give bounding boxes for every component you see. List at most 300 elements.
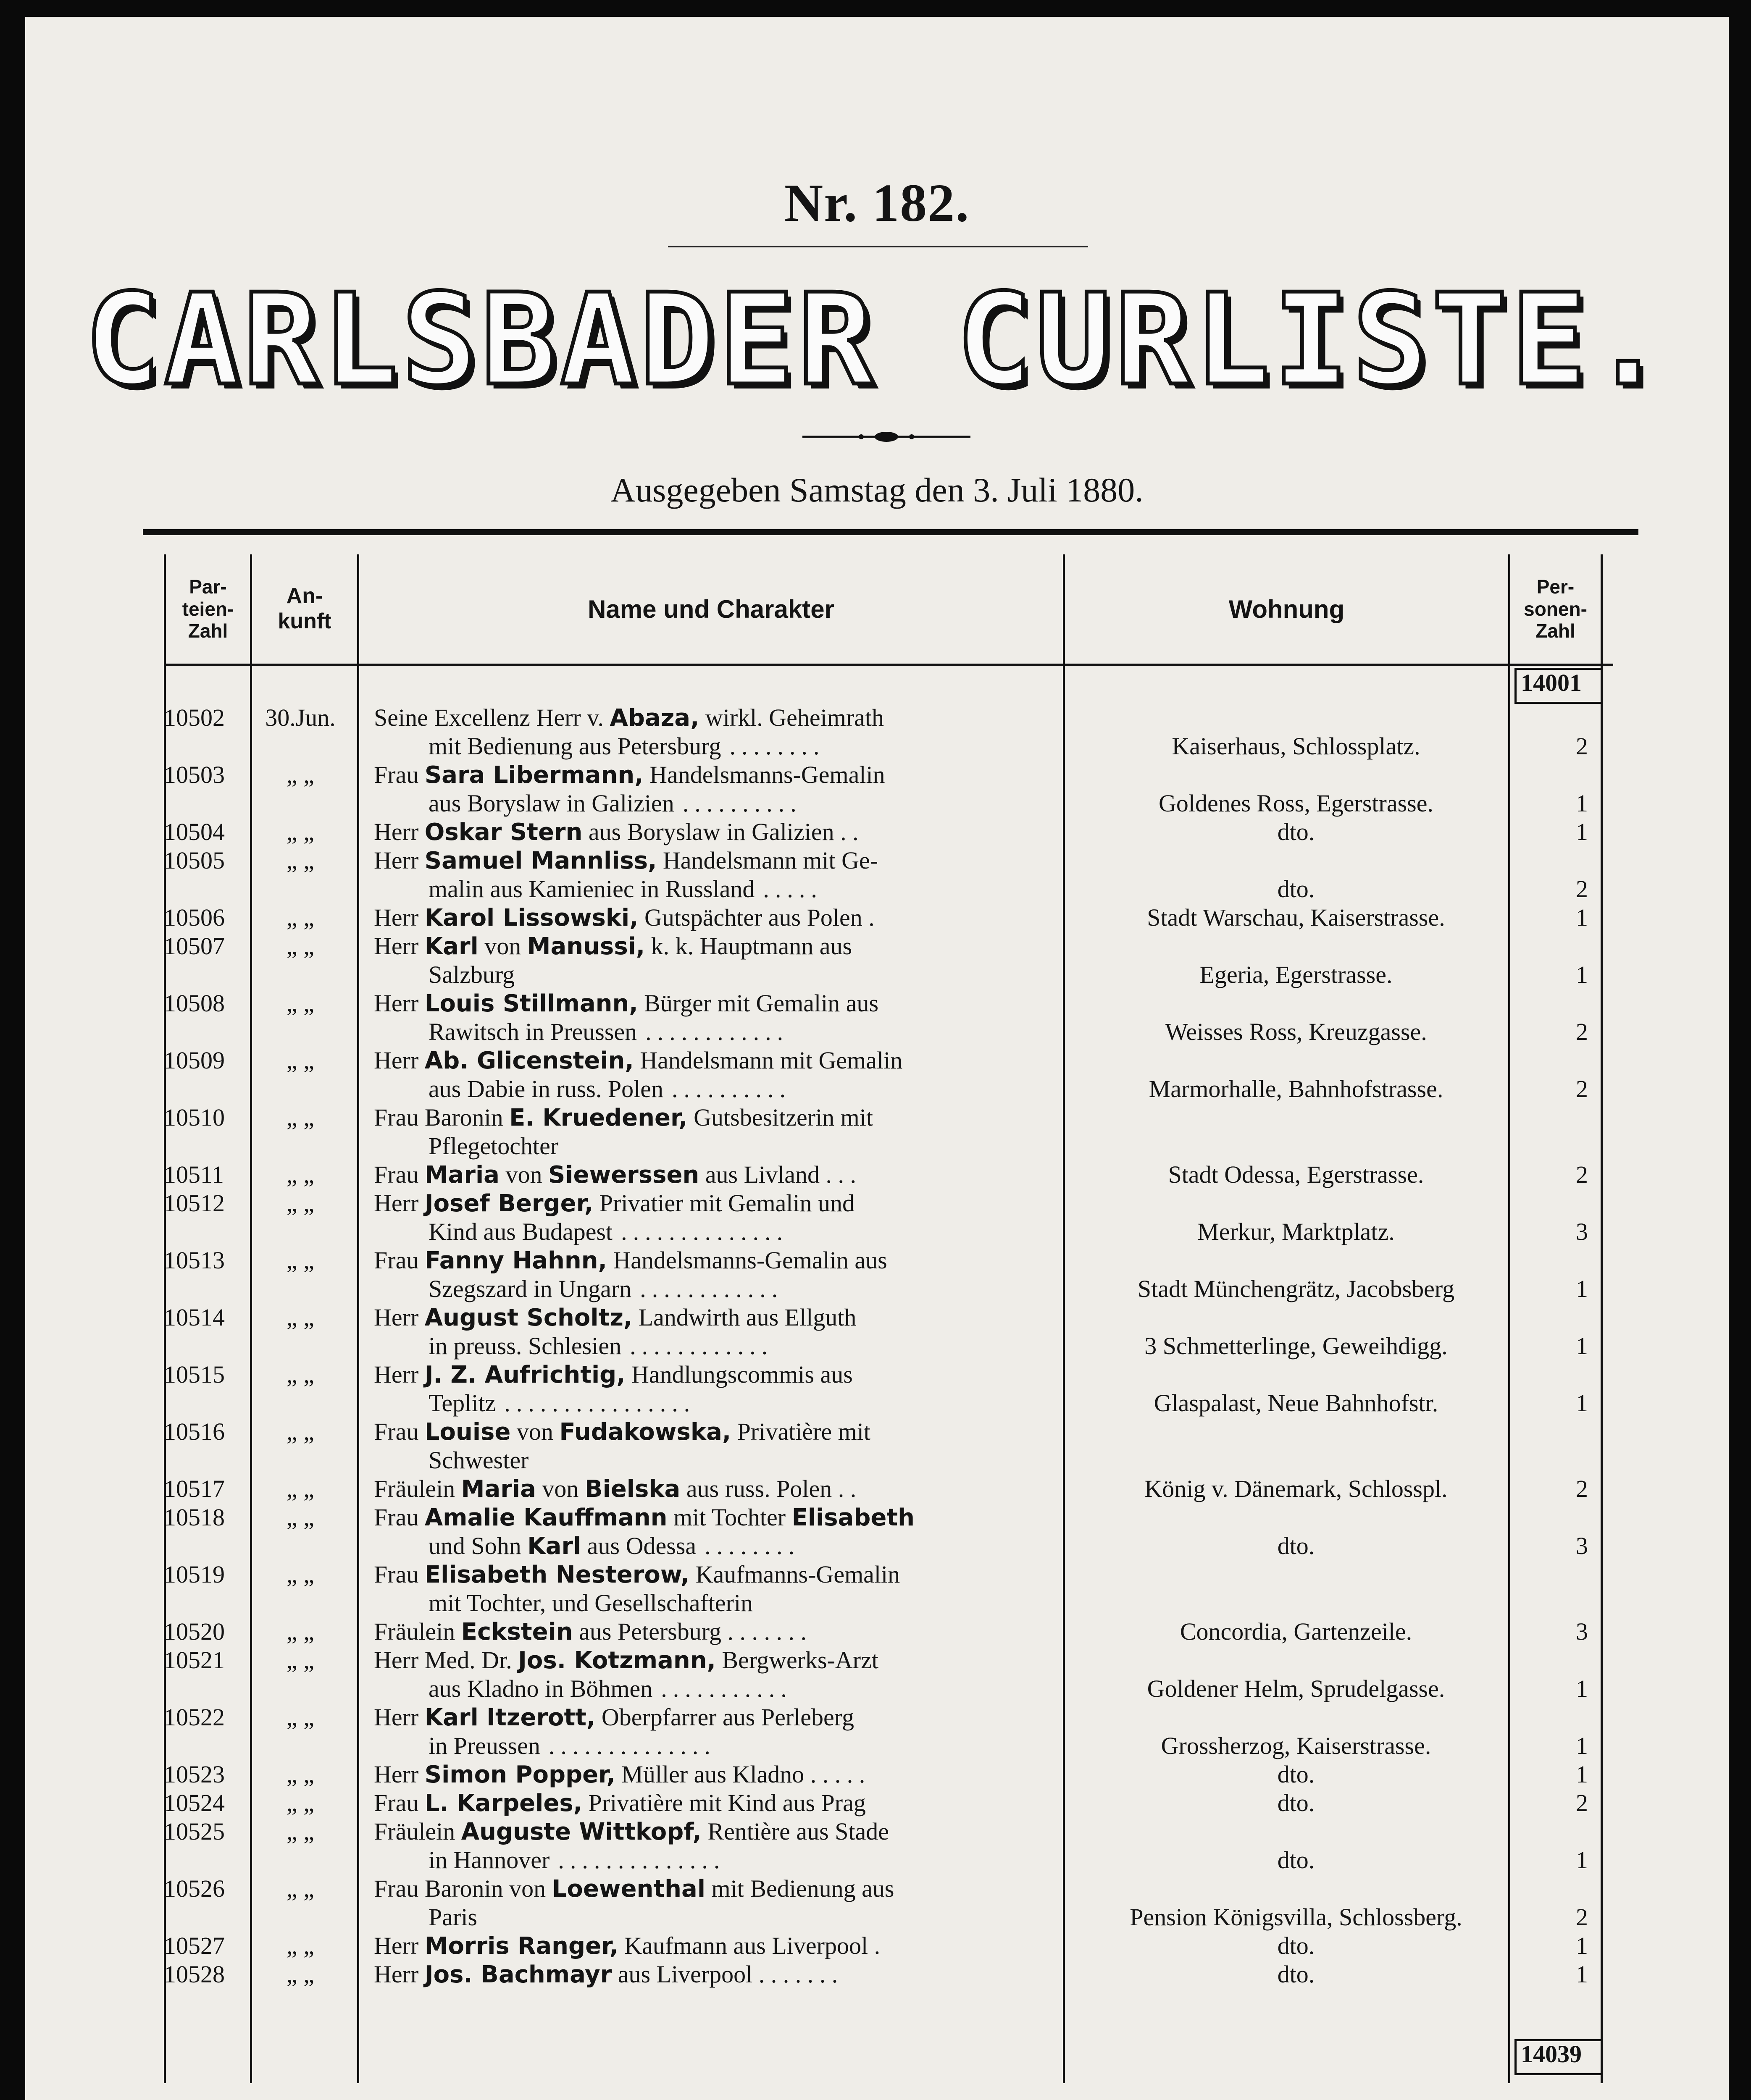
guest-text: Schwester (429, 1446, 529, 1474)
guest-text: Herr (374, 1361, 425, 1388)
guest-surname: Louise (424, 1418, 511, 1446)
guest-description-line (374, 1532, 1109, 1561)
arrival-date: „ „ (287, 1789, 314, 1816)
guest-text: von (510, 1418, 560, 1445)
dot-leader: .............. (621, 1218, 789, 1245)
lodging: 3 Schmetterlinge, Geweihdigg. (1144, 1332, 1448, 1360)
carry-in-count: 14001 (1521, 669, 1582, 696)
table-row (164, 1789, 1613, 1817)
arrival-date: „ „ (287, 847, 314, 874)
dot-leader: ............ (630, 1332, 774, 1360)
dot-leader: ........ (705, 1532, 801, 1559)
guest-text: Kaufmann aus Liverpool . (618, 1932, 881, 1959)
person-count: 1 (1576, 1932, 1588, 1959)
guest-text: Herr (374, 1961, 425, 1988)
lodging: dto. (1277, 1761, 1315, 1788)
lodging: dto. (1277, 1846, 1315, 1874)
person-count: 1 (1576, 1761, 1588, 1788)
lodging: dto. (1277, 818, 1315, 845)
party-number: 10502 (164, 704, 225, 731)
guest-surname: Amalie Kauffmann (424, 1504, 668, 1531)
guest-surname: Auguste Wittkopf, (461, 1818, 702, 1845)
guest-text: Handlungscommis aus (625, 1361, 853, 1388)
table-row (164, 846, 1613, 903)
arrival-date: „ „ (287, 1418, 314, 1445)
guest-text: Privatière mit (731, 1418, 870, 1445)
guest-surname: Bielska (584, 1475, 681, 1503)
header-parteien: Par- teien- Zahl (182, 575, 234, 642)
guest-description-line (374, 1589, 1109, 1617)
lodging: Stadt Odessa, Egerstrasse. (1168, 1161, 1424, 1188)
guest-text: Paris (429, 1903, 477, 1931)
party-number: 10503 (164, 761, 225, 788)
table-row (164, 1932, 1613, 1960)
dot-leader: .......... (682, 790, 802, 817)
guest-text: Herr (374, 1932, 425, 1959)
table-row (164, 1103, 1613, 1160)
person-count: 1 (1576, 1275, 1588, 1302)
guest-name-line (374, 1703, 1054, 1732)
guest-text: Teplitz (429, 1389, 496, 1417)
person-count: 1 (1576, 818, 1588, 845)
guest-text: Fräulein (374, 1618, 461, 1645)
guest-surname: J. Z. Aufrichtig, (424, 1361, 626, 1389)
person-count: 2 (1576, 1075, 1588, 1102)
guest-text: Bergwerks-Arzt (715, 1646, 878, 1674)
guest-name-line (374, 846, 1054, 875)
guest-name-line (374, 1475, 1054, 1504)
guest-name-line (374, 761, 1054, 790)
guest-description-line (374, 1075, 1109, 1103)
person-count: 1 (1576, 1732, 1588, 1759)
guest-text: Gutsbesitzerin mit (687, 1104, 873, 1131)
guest-description-line (374, 961, 1109, 989)
guest-description-line (374, 1332, 1109, 1360)
table-row (164, 1360, 1613, 1418)
guest-text: Seine Excellenz Herr v. (374, 704, 610, 731)
guest-text: aus Livland . . . (699, 1161, 857, 1188)
table-row (164, 903, 1613, 932)
guest-text: mit Bedienung aus (705, 1875, 894, 1902)
lodging: dto. (1277, 1532, 1315, 1559)
number-underline (668, 246, 1088, 247)
guest-text: Herr (374, 1304, 425, 1331)
party-number: 10526 (164, 1875, 225, 1902)
guest-surname: Elisabeth Nesterow, (424, 1561, 690, 1588)
guest-surname: Siewerssen (548, 1161, 699, 1189)
guest-text: Herr (374, 904, 425, 931)
dot-leader: ................ (504, 1389, 696, 1417)
person-count: 1 (1576, 1389, 1588, 1417)
lodging: Stadt Warschau, Kaiserstrasse. (1147, 904, 1445, 931)
guest-surname: Morris Ranger, (424, 1932, 618, 1960)
guest-surname: Fanny Hahnn, (424, 1247, 607, 1274)
header-wohnung: Wohnung (1228, 595, 1345, 623)
table-row (164, 1560, 1613, 1617)
person-count: 1 (1576, 1332, 1588, 1360)
person-count: 1 (1576, 961, 1588, 988)
top-rule (143, 529, 1638, 535)
party-number: 10509 (164, 1047, 225, 1074)
dot-leader: .......... (672, 1075, 791, 1102)
arrival-date: „ „ (287, 1475, 314, 1502)
issue-number: Nr. 182. (784, 173, 970, 233)
lodging: Grossherzog, Kaiserstrasse. (1161, 1732, 1431, 1759)
guest-surname: Eckstein (461, 1618, 573, 1646)
guest-text: aus Odessa (581, 1532, 697, 1559)
guest-description-line (374, 1132, 1109, 1160)
lodging: dto. (1277, 1961, 1315, 1988)
table-row (164, 1303, 1613, 1360)
table-row (164, 1703, 1613, 1760)
guest-surname: Loewenthal (552, 1875, 706, 1903)
header-personen: Per- sonen- Zahl (1524, 575, 1587, 642)
person-count: 2 (1576, 1161, 1588, 1188)
arrival-date: „ „ (287, 1504, 314, 1531)
table-row (164, 1246, 1613, 1303)
person-count: 3 (1576, 1218, 1588, 1245)
person-count: 2 (1576, 1903, 1588, 1931)
table-row (164, 1418, 1613, 1475)
party-number: 10512 (164, 1189, 225, 1217)
arrival-date: „ „ (287, 932, 314, 960)
guest-text: Herr (374, 1047, 425, 1074)
table-row (164, 1760, 1613, 1789)
guest-text: in Hannover (429, 1846, 550, 1874)
dot-leader: .............. (558, 1846, 726, 1874)
guest-text: Kind aus Budapest (429, 1218, 613, 1245)
guest-text: Herr (374, 1761, 425, 1788)
table-row (164, 1874, 1613, 1932)
ornament-divider (802, 428, 970, 445)
lodging: Glaspalast, Neue Bahnhofstr. (1154, 1389, 1438, 1417)
arrival-date: „ „ (287, 1646, 314, 1674)
guest-text: aus russ. Polen . . (680, 1475, 857, 1502)
arrival-date: „ „ (287, 1618, 314, 1645)
guest-name-line (374, 1046, 1054, 1075)
guest-description-line (374, 1018, 1109, 1046)
table-row (164, 1617, 1613, 1646)
arrival-date: „ „ (287, 1104, 314, 1131)
dot-leader: ............ (645, 1018, 789, 1045)
party-number: 10522 (164, 1704, 225, 1731)
person-count: 1 (1576, 790, 1588, 817)
guest-description-line (374, 1275, 1109, 1303)
party-number: 10515 (164, 1361, 225, 1388)
lodging: Kaiserhaus, Schlossplatz. (1172, 732, 1420, 760)
guest-name-line (374, 818, 1054, 847)
guest-text: malin aus Kamieniec in Russland (429, 875, 755, 903)
arrival-date: „ „ (287, 1304, 314, 1331)
guest-name-line (374, 903, 1054, 932)
arrival-date: „ „ (287, 1561, 314, 1588)
guest-text: Herr (374, 1704, 425, 1731)
guest-name-line (374, 1246, 1054, 1275)
arrival-date: „ „ (287, 1961, 314, 1988)
guest-name-line (374, 704, 1054, 732)
guest-surname: Karol Lissowski, (424, 904, 639, 932)
guest-text: Handelsmann mit Ge- (657, 847, 878, 874)
guest-surname: Abaza, (610, 704, 699, 732)
guest-text: Fräulein (374, 1818, 461, 1845)
guest-surname: August Scholtz, (424, 1304, 633, 1331)
guest-text: Frau (374, 1418, 425, 1445)
lodging: Egeria, Egerstrasse. (1199, 961, 1393, 988)
arrival-date: „ „ (287, 1247, 314, 1274)
guest-text: Frau (374, 1789, 425, 1816)
guest-name-line (374, 1817, 1054, 1846)
person-count: 3 (1576, 1532, 1588, 1559)
party-number: 10516 (164, 1418, 225, 1445)
lodging: Marmorhalle, Bahnhofstrasse. (1149, 1075, 1443, 1102)
guest-name-line (374, 1932, 1054, 1961)
guest-description-line (374, 789, 1109, 818)
arrival-date: „ „ (287, 1047, 314, 1074)
arrival-date: 30.Jun. (265, 704, 336, 731)
guest-description-line (374, 1732, 1109, 1760)
table-row (164, 932, 1613, 989)
guest-surname: Josef Berger, (424, 1190, 594, 1217)
table-row (164, 761, 1613, 818)
guest-description-line (374, 875, 1109, 903)
guest-text: k. k. Hauptmann aus (645, 932, 852, 960)
guest-text: Salzburg (429, 961, 515, 988)
guest-text: aus Kladno in Böhmen (429, 1675, 653, 1702)
lodging: dto. (1277, 875, 1315, 903)
guest-description-line (374, 1446, 1109, 1475)
guest-surname: Jos. Bachmayr (424, 1961, 612, 1988)
guest-text: Frau Baronin von (374, 1875, 552, 1902)
table-row (164, 1046, 1613, 1103)
dot-leader: ..... (763, 875, 823, 903)
lodging: Goldenes Ross, Egerstrasse. (1158, 790, 1433, 817)
lodging: Concordia, Gartenzeile. (1180, 1618, 1412, 1645)
person-count: 3 (1576, 1618, 1588, 1645)
guest-surname: Oskar Stern (424, 819, 583, 846)
guest-name-line (374, 1189, 1054, 1218)
party-number: 10525 (164, 1818, 225, 1845)
guest-text: Herr (374, 990, 425, 1017)
guest-text: Handelsmanns-Gemalin aus (607, 1247, 887, 1274)
lodging: Goldener Helm, Sprudelgasse. (1147, 1675, 1445, 1702)
guest-text: Herr (374, 847, 425, 874)
guest-text: von (536, 1475, 585, 1502)
guest-text: Frau (374, 1247, 425, 1274)
table-row (164, 1817, 1613, 1874)
guest-text: Frau (374, 761, 425, 788)
guest-text: Bürger mit Gemalin aus (638, 990, 879, 1017)
guest-name-line (374, 1760, 1054, 1789)
party-number: 10507 (164, 932, 225, 960)
arrival-date: „ „ (287, 1161, 314, 1188)
person-count: 1 (1576, 904, 1588, 931)
guest-text: Gutspächter aus Polen . (638, 904, 875, 931)
lodging: Pension Königsvilla, Schlossberg. (1130, 1903, 1462, 1931)
total-count: 14039 (1521, 2040, 1582, 2068)
guest-description-line (374, 732, 1109, 761)
arrival-date: „ „ (287, 990, 314, 1017)
arrival-date: „ „ (287, 761, 314, 788)
guest-text: von (478, 932, 527, 960)
guest-text: Landwirth aus Ellguth (632, 1304, 857, 1331)
header-ankunft: An- kunft (278, 584, 331, 633)
guest-surname: Karl (424, 933, 479, 960)
guest-name-line (374, 1303, 1054, 1332)
guest-description-line (374, 1846, 1109, 1874)
guest-text: mit Tochter, und Gesellschafterin (429, 1589, 753, 1617)
lodging: Merkur, Marktplatz. (1197, 1218, 1395, 1245)
publication-title: CARLSBADER CURLISTE. (84, 267, 1669, 413)
arrival-date: „ „ (287, 1875, 314, 1902)
guest-text: wirkl. Geheimrath (699, 704, 884, 731)
guest-text: Frau (374, 1504, 425, 1531)
guest-text: Herr (374, 932, 425, 960)
guest-name-line (374, 1789, 1054, 1818)
guest-surname: Simon Popper, (424, 1761, 615, 1788)
header-name: Name und Charakter (588, 595, 834, 623)
guest-text: Frau (374, 1161, 425, 1188)
guest-surname: L. Karpeles, (424, 1790, 582, 1817)
guest-text: Frau (374, 1561, 425, 1588)
party-number: 10523 (164, 1761, 225, 1788)
guest-text: Rawitsch in Preussen (429, 1018, 637, 1045)
party-number: 10520 (164, 1618, 225, 1645)
party-number: 10511 (164, 1161, 224, 1188)
person-count: 2 (1576, 1475, 1588, 1502)
person-count: 1 (1576, 1675, 1588, 1702)
guest-list-table (164, 554, 1613, 2083)
guest-text: Privatière mit Kind aus Prag (582, 1789, 866, 1816)
guest-text: Handelsmann mit Gemalin (634, 1047, 903, 1074)
guest-text: mit Bedienung aus Petersburg (429, 732, 721, 760)
lodging: dto. (1277, 1932, 1315, 1959)
guest-name-line (374, 932, 1054, 961)
guest-surname: Elisabeth (791, 1504, 915, 1531)
guest-surname: Maria (424, 1161, 500, 1189)
dot-leader: ........ (729, 732, 826, 760)
guest-text: Müller aus Kladno . . . . . (615, 1761, 865, 1788)
party-number: 10510 (164, 1104, 225, 1131)
person-count: 1 (1576, 1846, 1588, 1874)
guest-text: Herr Med. Dr. (374, 1646, 518, 1674)
table-row (164, 989, 1613, 1046)
guest-name-line (374, 1617, 1054, 1646)
party-number: 10527 (164, 1932, 225, 1959)
guest-text: aus Petersburg . . . . . . . (573, 1618, 807, 1645)
arrival-date: „ „ (287, 1361, 314, 1388)
guest-surname: E. Kruedener, (509, 1104, 688, 1131)
guest-surname: Samuel Mannliss, (424, 847, 657, 874)
guest-surname: Ab. Glicenstein, (424, 1047, 634, 1074)
guest-text: Herr (374, 1189, 425, 1217)
guest-name-line (374, 1103, 1054, 1132)
arrival-date: „ „ (287, 1818, 314, 1845)
guest-text: mit Tochter (667, 1504, 792, 1531)
guest-name-line (374, 1646, 1054, 1675)
header-underline (164, 664, 1613, 666)
guest-name-line (374, 1960, 1054, 1989)
dot-leader: .............. (548, 1732, 716, 1759)
guest-text: aus Dabie in russ. Polen (429, 1075, 663, 1102)
guest-description-line (374, 1903, 1109, 1932)
guest-name-line (374, 1160, 1054, 1189)
guest-surname: Jos. Kotzmann, (518, 1647, 716, 1674)
guest-surname: Louis Stillmann, (424, 990, 638, 1017)
guest-text: in preuss. Schlesien (429, 1332, 622, 1360)
dot-leader: ............ (640, 1275, 784, 1302)
person-count: 1 (1576, 1961, 1588, 1988)
table-row (164, 1475, 1613, 1503)
party-number: 10504 (164, 818, 225, 845)
guest-text: Rentière aus Stade (701, 1818, 889, 1845)
party-number: 10513 (164, 1247, 225, 1274)
table-row (164, 1503, 1613, 1560)
table-row (164, 818, 1613, 846)
lodging: Weisses Ross, Kreuzgasse. (1165, 1018, 1427, 1045)
guest-name-line (374, 1360, 1054, 1389)
guest-text: Frau Baronin (374, 1104, 510, 1131)
guest-name-line (374, 989, 1054, 1018)
table-row (164, 1646, 1613, 1703)
party-number: 10505 (164, 847, 225, 874)
person-count: 2 (1576, 1018, 1588, 1045)
table-row (164, 704, 1613, 761)
guest-surname: Karl (527, 1533, 581, 1560)
curliste-page (25, 17, 1729, 2100)
arrival-date: „ „ (287, 1932, 314, 1959)
lodging: König v. Dänemark, Schlosspl. (1144, 1475, 1448, 1502)
guest-surname: Karl Itzerott, (424, 1704, 596, 1731)
guest-text: Herr (374, 818, 425, 845)
party-number: 10508 (164, 990, 225, 1017)
table-row (164, 1960, 1613, 1989)
guest-surname: Manussi, (527, 933, 645, 960)
guest-description-line (374, 1675, 1109, 1703)
issue-date: Ausgegeben Samstag den 3. Juli 1880. (610, 471, 1144, 509)
guest-name-line (374, 1503, 1054, 1532)
guest-text: Kaufmanns-Gemalin (689, 1561, 900, 1588)
dot-leader: ........... (661, 1675, 793, 1702)
table-row (164, 1189, 1613, 1246)
guest-name-line (374, 1560, 1054, 1589)
party-number: 10521 (164, 1646, 225, 1674)
guest-description-line (374, 1218, 1109, 1246)
guest-surname: Maria (461, 1475, 536, 1503)
guest-text: aus Liverpool . . . . . . . (612, 1961, 838, 1988)
guest-text: in Preussen (429, 1732, 540, 1759)
party-number: 10518 (164, 1504, 225, 1531)
arrival-date: „ „ (287, 1761, 314, 1788)
guest-text: von (499, 1161, 548, 1188)
guest-text: Privatier mit Gemalin und (593, 1189, 855, 1217)
guest-surname: Fudakowska, (559, 1418, 731, 1446)
guest-text: Oberpfarrer aus Perleberg (595, 1704, 854, 1731)
person-count: 2 (1576, 1789, 1588, 1816)
person-count: 2 (1576, 732, 1588, 760)
lodging: Stadt Münchengrätz, Jacobsberg (1137, 1275, 1455, 1302)
arrival-date: „ „ (287, 1189, 314, 1217)
table-row (164, 1160, 1613, 1189)
party-number: 10506 (164, 904, 225, 931)
arrival-date: „ „ (287, 904, 314, 931)
party-number: 10519 (164, 1561, 225, 1588)
guest-text: aus Boryslaw in Galizien . . (582, 818, 859, 845)
guest-description-line (374, 1389, 1109, 1418)
party-number: 10528 (164, 1961, 225, 1988)
arrival-date: „ „ (287, 1704, 314, 1731)
arrival-date: „ „ (287, 818, 314, 845)
party-number: 10517 (164, 1475, 225, 1502)
